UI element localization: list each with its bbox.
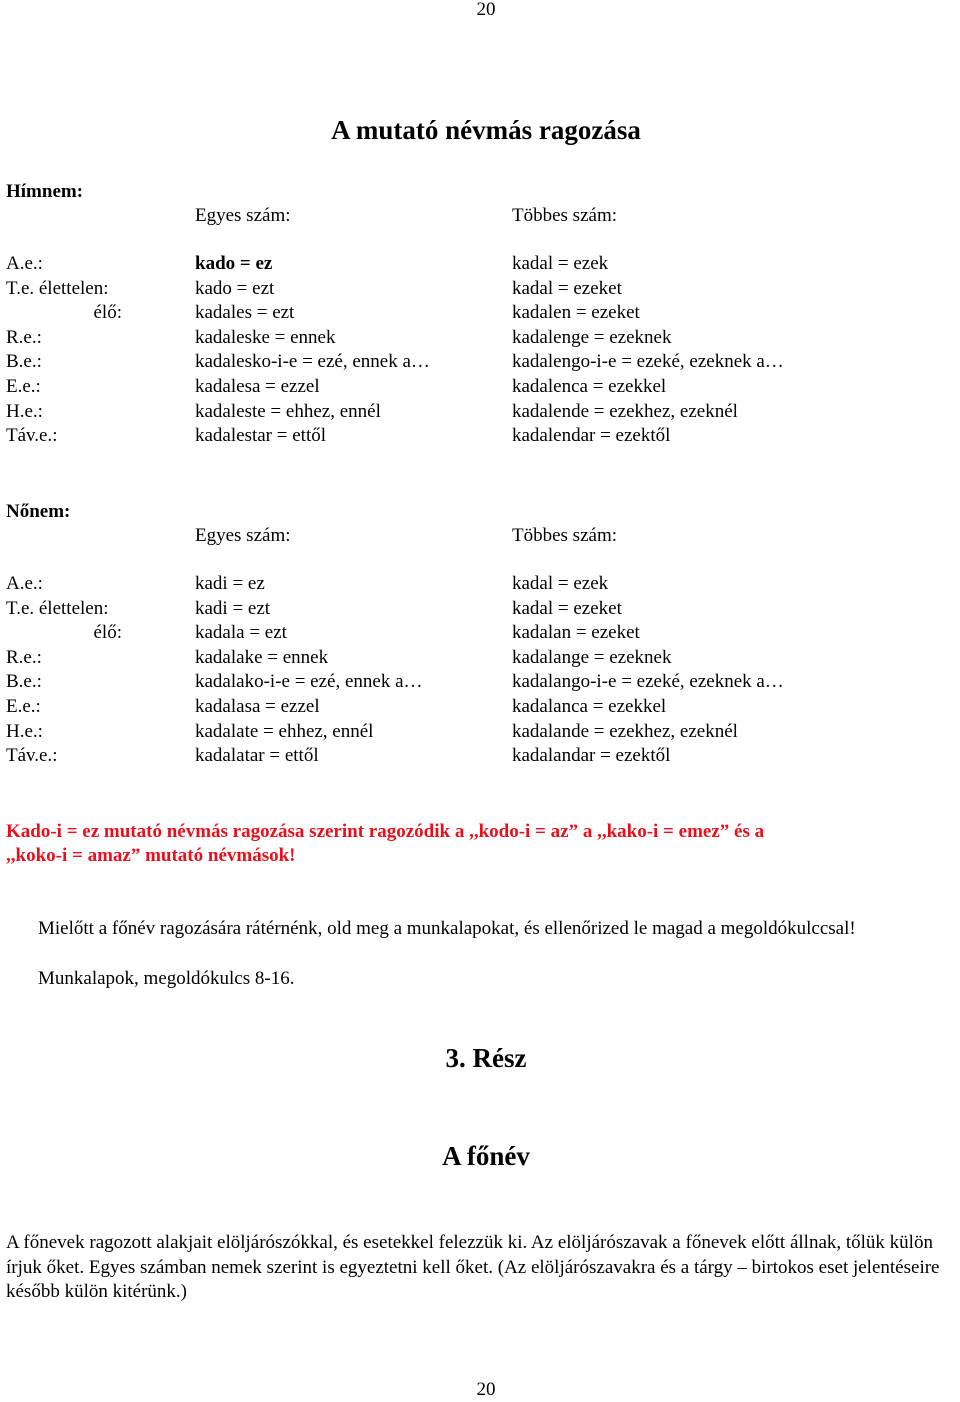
column-header-singular: Egyes szám: [195, 205, 291, 226]
singular-form: kadalesko-i-e = ezé, ennek a… [195, 351, 430, 373]
case-label: B.e.: [6, 671, 42, 693]
plural-form: kadal = ezeket [512, 277, 622, 299]
singular-form: kado = ezt [195, 277, 275, 299]
case-label: Táv.e.: [6, 745, 58, 767]
singular-form: kadaleske = ennek [195, 326, 336, 348]
case-label: H.e.: [6, 720, 43, 742]
singular-form: kadi = ezt [195, 597, 271, 619]
singular-form: kadalasa = ezzel [195, 696, 320, 717]
case-label: A.e.: [6, 253, 43, 274]
section-heading-feminine: Nőnem: [6, 501, 71, 522]
plural-form: kadal = ezek [512, 253, 609, 274]
singular-form: kadalatar = ettől [195, 745, 319, 767]
case-label: Táv.e.: [6, 425, 58, 447]
case-label: B.e.: [6, 351, 42, 373]
declension-row [0, 326, 960, 350]
case-label: R.e.: [6, 326, 42, 348]
plural-form: kadalendar = ezektől [512, 425, 671, 447]
declension-row [0, 572, 960, 596]
plural-form: kadalande = ezekhez, ezeknél [512, 720, 738, 742]
singular-form: kadales = ezt [195, 302, 295, 324]
instruction-text: Mielőtt a főnév ragozására rátérnénk, old meg a munkalapokat, és ellenőrized le magad a megoldókulccsal! [38, 918, 856, 939]
singular-form: kadalake = ennek [195, 646, 329, 668]
case-label: E.e.: [6, 696, 41, 717]
case-label: T.e. élettelen: [6, 597, 109, 619]
column-header-plural: Többes szám: [512, 205, 618, 226]
declension-row [0, 400, 960, 424]
part-heading: 3. Rész [445, 1043, 527, 1073]
singular-form: kadalate = ehhez, ennél [195, 720, 374, 742]
singular-form: kadalako-i-e = ezé, ennek a… [195, 671, 423, 693]
plural-form: kadalango-i-e = ezeké, ezeknek a… [512, 671, 784, 693]
declension-row [0, 670, 960, 694]
case-label: E.e.: [6, 376, 41, 397]
case-label: H.e.: [6, 400, 43, 422]
page-title: A mutató névmás ragozása [331, 115, 641, 145]
plural-form: kadalanca = ezekkel [512, 696, 667, 717]
singular-form: kadalestar = ettől [195, 425, 326, 447]
case-label: T.e. élettelen: [6, 277, 109, 299]
declension-row [0, 621, 960, 645]
plural-form: kadalengo-i-e = ezeké, ezeknek a… [512, 351, 784, 373]
declension-row [0, 597, 960, 621]
red-note-line-1: Kado-i = ez mutató névmás ragozása szerint ragozódik a ,,kodo-i = az” a ,,kako-i = emez” és a [6, 821, 765, 842]
plural-form: kadalange = ezeknek [512, 646, 672, 668]
case-label: élő: [93, 302, 122, 324]
worksheets-reference: Munkalapok, megoldókulcs 8-16. [38, 968, 295, 989]
declension-row [0, 375, 960, 399]
section-heading-masculine: Hímnem: [6, 181, 84, 202]
plural-form: kadal = ezeket [512, 597, 622, 619]
plural-form: kadal = ezek [512, 573, 609, 594]
declension-row [0, 301, 960, 325]
singular-form: kadaleste = ehhez, ennél [195, 400, 381, 422]
case-label: élő: [93, 622, 122, 644]
declension-row [0, 277, 960, 301]
plural-form: kadalenca = ezekkel [512, 376, 667, 397]
declension-row [0, 646, 960, 670]
plural-form: kadalenge = ezeknek [512, 326, 672, 348]
case-label: A.e.: [6, 573, 43, 594]
declension-row [0, 695, 960, 719]
declension-row [0, 350, 960, 374]
column-header-singular: Egyes szám: [195, 525, 291, 546]
declension-row [0, 252, 960, 276]
declension-row [0, 424, 960, 448]
plural-form: kadalandar = ezektől [512, 745, 671, 767]
declension-row [0, 720, 960, 744]
page-number-top: 20 [476, 0, 496, 20]
red-note-line-2: ,,koko-i = amaz” mutató névmások! [6, 845, 296, 866]
plural-form: kadalende = ezekhez, ezeknél [512, 400, 738, 422]
singular-form: kadala = ezt [195, 622, 287, 644]
plural-form: kadalen = ezeket [512, 302, 640, 324]
plural-form: kadalan = ezeket [512, 622, 640, 644]
case-label: R.e.: [6, 646, 42, 668]
singular-form: kadalesa = ezzel [195, 376, 320, 397]
noun-heading: A főnév [442, 1141, 530, 1171]
singular-form: kadi = ez [195, 573, 265, 594]
declension-row [0, 744, 960, 768]
singular-form: kado = ez [195, 253, 273, 274]
noun-paragraph: A főnevek ragozott alakjait elöljárószókkal, és esetekkel felezzük ki. Az elöljárószavak a főnevek előtt állnak, tőlük külön írjuk őket. Egyes számban nemek szerint is egyeztetni kell őket. (Az elöljárószavakra és a tárgy – birtokos eset jelentéseire később külön kitérünk.) [6, 1232, 940, 1302]
column-header-plural: Többes szám: [512, 525, 618, 546]
page-number-bottom: 20 [476, 1379, 496, 1400]
